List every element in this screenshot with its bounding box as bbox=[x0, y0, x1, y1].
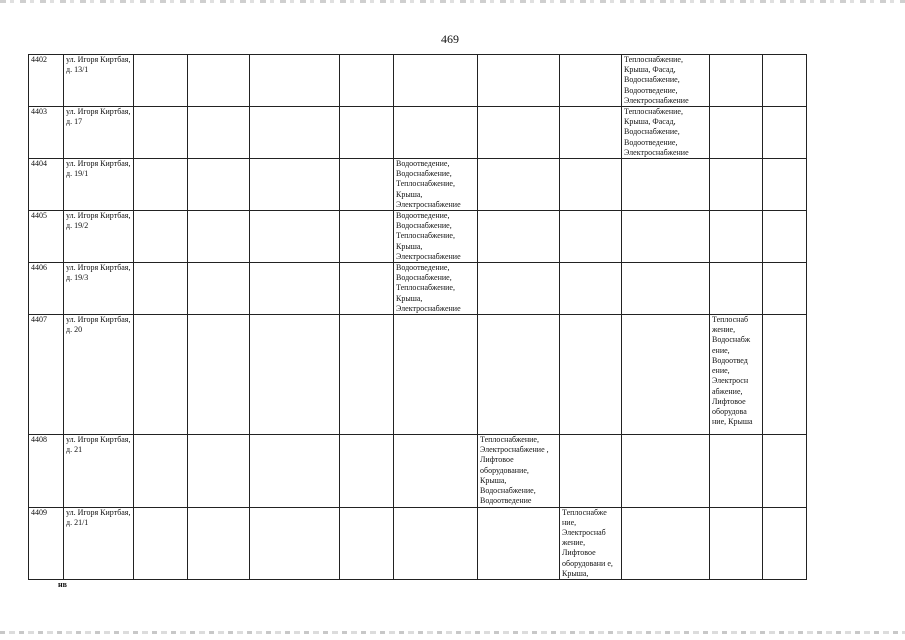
row-number-cell: 4406 bbox=[29, 263, 64, 315]
works-cell bbox=[710, 263, 763, 315]
works-cell bbox=[188, 263, 250, 315]
table-row bbox=[29, 159, 807, 211]
works-cell bbox=[394, 55, 478, 107]
works-cell bbox=[478, 507, 560, 579]
works-cell bbox=[134, 507, 188, 579]
table-row bbox=[29, 435, 807, 507]
row-number-cell: 4403 bbox=[29, 107, 64, 159]
works-cell bbox=[710, 211, 763, 263]
table-row bbox=[29, 211, 807, 263]
address-cell: ул. Игоря Киртбая, д. 21 bbox=[64, 435, 134, 507]
works-cell bbox=[250, 159, 340, 211]
works-cell bbox=[134, 435, 188, 507]
works-cell bbox=[710, 435, 763, 507]
works-cell bbox=[134, 211, 188, 263]
scan-bottom-edge bbox=[0, 631, 905, 634]
works-cell: Теплоснабжение, Крыша, Фасад, Водоснабжение, Водоотведение, Электроснабжение bbox=[622, 107, 710, 159]
works-cell bbox=[250, 263, 340, 315]
page-number: 469 bbox=[441, 32, 459, 46]
works-cell bbox=[478, 107, 560, 159]
works-cell bbox=[763, 263, 807, 315]
address-cell: ул. Игоря Киртбая, д. 19/1 bbox=[64, 159, 134, 211]
row-number-cell: 4404 bbox=[29, 159, 64, 211]
works-cell bbox=[560, 263, 622, 315]
works-cell bbox=[250, 107, 340, 159]
works-cell bbox=[188, 435, 250, 507]
row-number-cell: 4407 bbox=[29, 315, 64, 435]
register-table bbox=[28, 54, 807, 580]
works-cell bbox=[250, 435, 340, 507]
works-cell bbox=[134, 263, 188, 315]
works-cell bbox=[710, 107, 763, 159]
works-cell bbox=[134, 107, 188, 159]
works-cell bbox=[622, 315, 710, 435]
table-row bbox=[29, 507, 807, 579]
works-cell bbox=[560, 435, 622, 507]
works-cell bbox=[478, 211, 560, 263]
works-cell: Теплоснабжение, Крыша, Фасад, Водоснабжение, Водоотведение, Электроснабжение bbox=[622, 55, 710, 107]
works-cell bbox=[710, 159, 763, 211]
row-number-cell: 4409 bbox=[29, 507, 64, 579]
works-cell: Водоотведение, Водоснабжение, Теплоснабжение, Крыша, Электроснабжение bbox=[394, 159, 478, 211]
address-cell: ул. Игоря Киртбая, д. 17 bbox=[64, 107, 134, 159]
works-cell bbox=[710, 55, 763, 107]
row-number-cell: 4405 bbox=[29, 211, 64, 263]
footer-mark: нв bbox=[58, 580, 67, 589]
address-cell: ул. Игоря Киртбая, д. 20 bbox=[64, 315, 134, 435]
works-cell: Водоотведение, Водоснабжение, Теплоснабжение, Крыша, Электроснабжение bbox=[394, 211, 478, 263]
works-cell bbox=[340, 107, 394, 159]
works-cell bbox=[622, 263, 710, 315]
works-cell bbox=[134, 315, 188, 435]
works-cell bbox=[622, 159, 710, 211]
address-cell: ул. Игоря Киртбая, д. 13/1 bbox=[64, 55, 134, 107]
works-cell bbox=[188, 159, 250, 211]
table-row bbox=[29, 55, 807, 107]
works-cell bbox=[478, 159, 560, 211]
works-cell bbox=[340, 435, 394, 507]
works-cell bbox=[340, 263, 394, 315]
works-cell bbox=[188, 55, 250, 107]
works-cell bbox=[134, 55, 188, 107]
row-number-cell: 4408 bbox=[29, 435, 64, 507]
works-cell bbox=[340, 159, 394, 211]
works-cell bbox=[250, 507, 340, 579]
works-cell bbox=[478, 55, 560, 107]
works-cell bbox=[250, 211, 340, 263]
works-cell bbox=[763, 107, 807, 159]
works-cell bbox=[710, 507, 763, 579]
table-row bbox=[29, 315, 807, 435]
works-cell: Теплоснабже ние, Электроснаб жение, Лифтовое оборудовани е, Крыша, bbox=[560, 507, 622, 579]
works-cell bbox=[560, 55, 622, 107]
works-cell bbox=[478, 315, 560, 435]
works-cell bbox=[763, 315, 807, 435]
works-cell bbox=[250, 55, 340, 107]
works-cell bbox=[188, 315, 250, 435]
works-cell bbox=[340, 315, 394, 435]
works-cell bbox=[763, 435, 807, 507]
works-cell bbox=[188, 507, 250, 579]
works-cell bbox=[763, 159, 807, 211]
works-cell bbox=[622, 435, 710, 507]
works-cell bbox=[394, 107, 478, 159]
table-row bbox=[29, 107, 807, 159]
table-row bbox=[29, 263, 807, 315]
works-cell: Теплоснабжение, Электроснабжение , Лифтовое оборудование, Крыша, Водоснабжение, Водоотведение bbox=[478, 435, 560, 507]
works-cell bbox=[188, 107, 250, 159]
works-cell bbox=[763, 55, 807, 107]
address-cell: ул. Игоря Киртбая, д. 21/1 bbox=[64, 507, 134, 579]
works-cell bbox=[340, 211, 394, 263]
works-cell bbox=[622, 211, 710, 263]
works-cell bbox=[763, 507, 807, 579]
works-cell: Водоотведение, Водоснабжение, Теплоснабжение, Крыша, Электроснабжение bbox=[394, 263, 478, 315]
works-cell bbox=[134, 159, 188, 211]
works-cell bbox=[478, 263, 560, 315]
works-cell bbox=[394, 315, 478, 435]
works-cell bbox=[560, 211, 622, 263]
row-number-cell: 4402 bbox=[29, 55, 64, 107]
works-cell bbox=[560, 107, 622, 159]
works-cell bbox=[622, 507, 710, 579]
address-cell: ул. Игоря Киртбая, д. 19/3 bbox=[64, 263, 134, 315]
scan-top-edge bbox=[0, 0, 905, 3]
works-cell: Теплоснаб жение, Водоснабж ение, Водоотвед ение, Электросн абжение, Лифтовое оборудова ние, Крыша bbox=[710, 315, 763, 435]
works-cell bbox=[763, 211, 807, 263]
works-cell bbox=[560, 159, 622, 211]
works-cell bbox=[250, 315, 340, 435]
works-cell bbox=[560, 315, 622, 435]
works-cell bbox=[188, 211, 250, 263]
address-cell: ул. Игоря Киртбая, д. 19/2 bbox=[64, 211, 134, 263]
works-cell bbox=[340, 55, 394, 107]
works-cell bbox=[394, 435, 478, 507]
works-cell bbox=[394, 507, 478, 579]
works-cell bbox=[340, 507, 394, 579]
